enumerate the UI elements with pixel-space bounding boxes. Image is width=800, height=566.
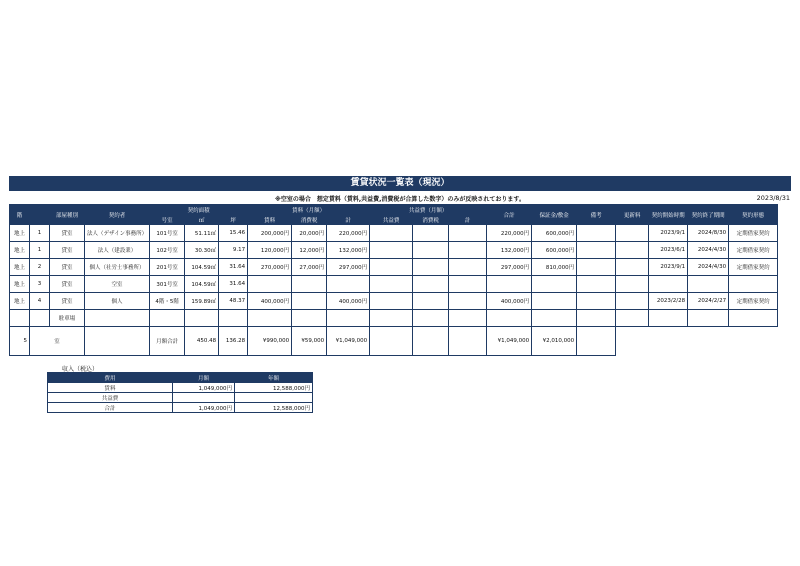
col-header-room-no: 号室 xyxy=(150,216,185,225)
cell-tenant: 法人（デザイン事務所） xyxy=(85,225,150,242)
cell-rent-total: 297,000円 xyxy=(327,259,370,276)
summary-empty xyxy=(577,327,616,356)
cell-deposit xyxy=(532,276,577,293)
income-cell-annual: 12,588,000円 xyxy=(235,383,313,393)
cell-tsubo: 31.64 xyxy=(219,259,248,276)
table-row xyxy=(10,242,778,259)
cell-start xyxy=(649,310,688,327)
cell-end: 2024/4/30 xyxy=(688,259,729,276)
cell-room xyxy=(150,310,185,327)
col-header-rent-total: 計 xyxy=(327,216,370,225)
cell-common-tax xyxy=(413,225,449,242)
cell-renewal xyxy=(616,259,649,276)
cell-type: 貸室 xyxy=(50,276,85,293)
cell-end xyxy=(688,276,729,293)
cell-total: 400,000円 xyxy=(487,293,532,310)
summary-blank xyxy=(729,327,778,356)
cell-tax xyxy=(292,310,327,327)
cell-common-tax xyxy=(413,310,449,327)
income-cell-annual: 12,588,000円 xyxy=(235,403,313,413)
cell-tax: 20,000円 xyxy=(292,225,327,242)
table-row xyxy=(10,259,778,276)
income-header-annual: 年額 xyxy=(235,373,313,383)
cell-total: 220,000円 xyxy=(487,225,532,242)
summary-row xyxy=(10,327,778,356)
col-header-remarks: 備考 xyxy=(577,205,616,225)
cell-renewal xyxy=(616,242,649,259)
col-header-contract-type: 契約形態 xyxy=(729,205,778,225)
col-header-common-total: 計 xyxy=(449,216,487,225)
summary-blank xyxy=(649,327,688,356)
cell-common-total xyxy=(449,242,487,259)
cell-room: 301号室 xyxy=(150,276,185,293)
cell-renewal xyxy=(616,310,649,327)
cell-common xyxy=(370,242,413,259)
cell-end xyxy=(688,310,729,327)
cell-remarks xyxy=(577,310,616,327)
table-row xyxy=(10,276,778,293)
cell-renewal xyxy=(616,276,649,293)
summary-deposit: ¥2,010,000 xyxy=(532,327,577,356)
cell-common xyxy=(370,310,413,327)
cell-sqm: 104.59㎡ xyxy=(185,259,219,276)
col-header-room-type: 部屋種別 xyxy=(50,205,85,225)
cell-common-tax xyxy=(413,293,449,310)
cell-rent-total: 132,000円 xyxy=(327,242,370,259)
cell-type: 駐車場 xyxy=(50,310,85,327)
cell-common-total xyxy=(449,293,487,310)
cell-common-tax xyxy=(413,276,449,293)
col-header-renewal-fee: 更新料 xyxy=(616,205,649,225)
cell-tax: 27,000円 xyxy=(292,259,327,276)
income-cell-monthly: 1,049,000円 xyxy=(173,403,235,413)
cell-remarks xyxy=(577,259,616,276)
summary-empty xyxy=(449,327,487,356)
income-cell-name: 合計 xyxy=(48,403,173,413)
summary-label: 月額合計 xyxy=(150,327,185,356)
cell-total: 132,000円 xyxy=(487,242,532,259)
col-header-rent-tax: 消費税 xyxy=(292,216,327,225)
cell-rent: 270,000円 xyxy=(248,259,292,276)
cell-rent-total xyxy=(327,310,370,327)
cell-end: 2024/2/27 xyxy=(688,293,729,310)
cell-remarks xyxy=(577,293,616,310)
income-header-item: 費用 xyxy=(48,373,173,383)
col-header-grand-total: 合計 xyxy=(487,205,532,225)
summary-blank xyxy=(616,327,649,356)
cell-ctype xyxy=(729,276,778,293)
income-label: 収入（税込） xyxy=(62,366,99,373)
cell-remarks xyxy=(577,276,616,293)
cell-tax: 12,000円 xyxy=(292,242,327,259)
cell-sqm: 104.59㎡ xyxy=(185,276,219,293)
cell-total xyxy=(487,276,532,293)
cell-num: 2 xyxy=(30,259,50,276)
cell-rent-total xyxy=(327,276,370,293)
cell-deposit: 600,000円 xyxy=(532,242,577,259)
cell-num: 1 xyxy=(30,242,50,259)
cell-rent: 400,000円 xyxy=(248,293,292,310)
rental-status-table xyxy=(9,204,778,356)
income-row xyxy=(48,403,313,413)
cell-ctype: 定期借家契約 xyxy=(729,242,778,259)
cell-floor: 地上 xyxy=(10,259,30,276)
cell-common xyxy=(370,225,413,242)
col-header-floor-num xyxy=(30,205,50,225)
cell-num: 1 xyxy=(30,225,50,242)
cell-total xyxy=(487,310,532,327)
summary-count: 5 xyxy=(10,327,30,356)
col-header-contract-area: 契約面積 xyxy=(150,205,248,216)
summary-tax: ¥59,000 xyxy=(292,327,327,356)
col-header-common-group: 共益費（月額） xyxy=(370,205,487,216)
cell-remarks xyxy=(577,242,616,259)
income-cell-monthly: 1,049,000円 xyxy=(173,383,235,393)
summary-blank xyxy=(688,327,729,356)
cell-floor xyxy=(10,310,30,327)
cell-tenant xyxy=(85,310,150,327)
cell-common-tax xyxy=(413,259,449,276)
cell-deposit xyxy=(532,310,577,327)
summary-unit: 室 xyxy=(30,327,85,356)
income-table xyxy=(47,372,313,413)
cell-common-total xyxy=(449,276,487,293)
cell-sqm xyxy=(185,310,219,327)
cell-ctype: 定期借家契約 xyxy=(729,293,778,310)
cell-tsubo: 48.37 xyxy=(219,293,248,310)
summary-rent: ¥990,000 xyxy=(248,327,292,356)
page-title: 賃貸状況一覧表（現況） xyxy=(9,176,791,191)
col-header-rent: 賃料 xyxy=(248,216,292,225)
cell-sqm: 159.89㎡ xyxy=(185,293,219,310)
summary-tsubo: 136.28 xyxy=(219,327,248,356)
income-row xyxy=(48,393,313,403)
cell-tax xyxy=(292,293,327,310)
cell-deposit: 810,000円 xyxy=(532,259,577,276)
cell-tsubo: 31.64 xyxy=(219,276,248,293)
table-row xyxy=(10,225,778,242)
cell-start: 2023/9/1 xyxy=(649,259,688,276)
cell-tenant: 個人 xyxy=(85,293,150,310)
cell-deposit xyxy=(532,293,577,310)
cell-rent: 200,000円 xyxy=(248,225,292,242)
cell-ctype: 定期借家契約 xyxy=(729,259,778,276)
cell-room: 101号室 xyxy=(150,225,185,242)
cell-tsubo xyxy=(219,310,248,327)
table-row xyxy=(10,310,778,327)
cell-tsubo: 9.17 xyxy=(219,242,248,259)
cell-common-total xyxy=(449,259,487,276)
cell-start: 2023/6/1 xyxy=(649,242,688,259)
cell-floor: 地上 xyxy=(10,242,30,259)
col-header-tsubo: 坪 xyxy=(219,216,248,225)
cell-sqm: 30.30㎡ xyxy=(185,242,219,259)
cell-common-total xyxy=(449,225,487,242)
col-header-end-date: 契約終了期間 xyxy=(688,205,729,225)
cell-rent-total: 400,000円 xyxy=(327,293,370,310)
summary-empty xyxy=(413,327,449,356)
cell-num: 4 xyxy=(30,293,50,310)
col-header-common-tax: 消費税 xyxy=(413,216,449,225)
summary-total: ¥1,049,000 xyxy=(487,327,532,356)
income-cell-annual xyxy=(235,393,313,403)
table-row xyxy=(10,293,778,310)
col-header-floor: 階 xyxy=(10,205,30,225)
report-date: 2023/8/31 xyxy=(756,194,790,202)
cell-tsubo: 15.46 xyxy=(219,225,248,242)
cell-tenant: 法人（建設業） xyxy=(85,242,150,259)
cell-common-tax xyxy=(413,242,449,259)
cell-room: 4階・5階 xyxy=(150,293,185,310)
col-header-common-fee: 共益費 xyxy=(370,216,413,225)
cell-type: 貸室 xyxy=(50,293,85,310)
cell-start: 2023/9/1 xyxy=(649,225,688,242)
col-header-start-date: 契約開始時期 xyxy=(649,205,688,225)
income-cell-name: 共益費 xyxy=(48,393,173,403)
cell-common xyxy=(370,276,413,293)
cell-rent xyxy=(248,310,292,327)
cell-rent-total: 220,000円 xyxy=(327,225,370,242)
cell-common-total xyxy=(449,310,487,327)
cell-room: 201号室 xyxy=(150,259,185,276)
summary-rent-total: ¥1,049,000 xyxy=(327,327,370,356)
income-row xyxy=(48,383,313,393)
cell-remarks xyxy=(577,225,616,242)
cell-rent xyxy=(248,276,292,293)
cell-tenant: 個人（社労士事務所） xyxy=(85,259,150,276)
vacancy-note: ※空室の場合 想定賃料（賃料,共益費,消費税が合算した数字）のみが反映されております。 xyxy=(275,196,525,203)
col-header-sqm: ㎡ xyxy=(185,216,219,225)
cell-floor: 地上 xyxy=(10,293,30,310)
cell-ctype: 定期借家契約 xyxy=(729,225,778,242)
cell-type: 貸室 xyxy=(50,242,85,259)
cell-start: 2023/2/28 xyxy=(649,293,688,310)
cell-rent: 120,000円 xyxy=(248,242,292,259)
cell-end: 2024/8/30 xyxy=(688,225,729,242)
cell-end: 2024/4/30 xyxy=(688,242,729,259)
cell-num xyxy=(30,310,50,327)
cell-type: 貸室 xyxy=(50,225,85,242)
summary-sqm: 450.48 xyxy=(185,327,219,356)
cell-deposit: 600,000円 xyxy=(532,225,577,242)
col-header-deposit: 保証金/敷金 xyxy=(532,205,577,225)
cell-common xyxy=(370,293,413,310)
summary-empty xyxy=(370,327,413,356)
cell-tax xyxy=(292,276,327,293)
cell-start xyxy=(649,276,688,293)
cell-room: 102号室 xyxy=(150,242,185,259)
cell-sqm: 51.11㎡ xyxy=(185,225,219,242)
col-header-rent-group: 賃料（月額） xyxy=(248,205,370,216)
cell-renewal xyxy=(616,225,649,242)
summary-empty xyxy=(85,327,150,356)
cell-ctype xyxy=(729,310,778,327)
col-header-tenant: 契約者 xyxy=(85,205,150,225)
cell-floor: 地上 xyxy=(10,225,30,242)
cell-floor: 地上 xyxy=(10,276,30,293)
cell-type: 貸室 xyxy=(50,259,85,276)
cell-tenant: 空室 xyxy=(85,276,150,293)
cell-common xyxy=(370,259,413,276)
cell-renewal xyxy=(616,293,649,310)
income-cell-name: 賃料 xyxy=(48,383,173,393)
income-cell-monthly xyxy=(173,393,235,403)
cell-num: 3 xyxy=(30,276,50,293)
cell-total: 297,000円 xyxy=(487,259,532,276)
income-header-monthly: 月額 xyxy=(173,373,235,383)
